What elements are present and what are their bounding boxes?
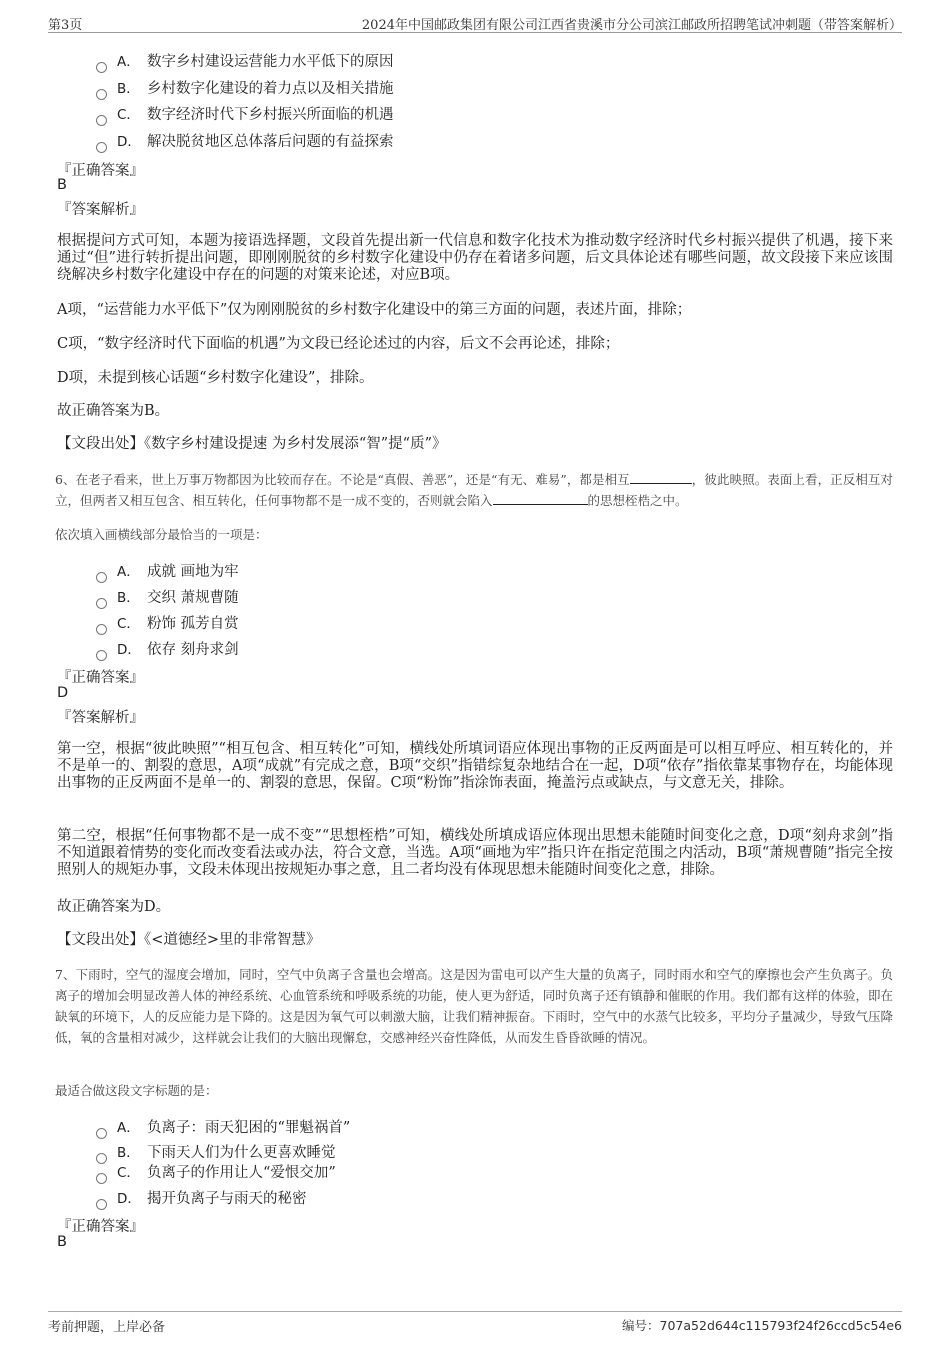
question-prompt: 依次填入画横线部分最恰当的一项是： [55, 527, 268, 542]
radio-icon[interactable] [96, 572, 107, 583]
question-text: 6、在老子看来，世上万事万物都因为比较而存在。不论是“真假、善恶”，还是“有无、难易”，都是相互 ，彼此映照。表面上看，正反相互对立，但两者又相互包含、相互转化，任何事物都不是一成不变的，否则就会陷入 的思想桎梏之中。 [55, 472, 893, 508]
answer-value: B [57, 1234, 67, 1250]
radio-icon[interactable] [96, 89, 107, 100]
q7-option-a[interactable]: A． 负离子：雨天犯困的“罪魁祸首” [96, 1116, 350, 1137]
answer-value: B [57, 177, 67, 193]
question-prompt: 最适合做这段文字标题的是： [55, 1083, 218, 1098]
answer-value: D [57, 685, 69, 701]
radio-icon[interactable] [96, 624, 107, 635]
radio-icon[interactable] [96, 62, 107, 73]
analysis-paragraph: 根据提问方式可知，本题为接语选择题，文段首先提出新一代信息和数字化技术为推动数字经济时代乡村振兴提供了机遇，接下来通过“但”进行转折提出问题，即刚刚脱贫的乡村数字化建设中仍存在着诸多问题，后文具体论述有哪些问题，故文段接下来应该围绕解决乡村数字化建设中存在的问题的对策来论述，对应B项。 [57, 233, 893, 283]
answer-label: 『正确答案』 [57, 670, 144, 686]
q5-option-b[interactable]: B． 乡村数字化建设的着力点以及相关措施 [96, 77, 394, 98]
source-citation: 【文段出处】《数字乡村建设提速 为乡村发展添“智”提“质”》 [57, 436, 447, 452]
footer-slogan: 考前押题，上岸必备 [48, 1320, 166, 1335]
q5-option-a[interactable]: A． 数字乡村建设运营能力水平低下的原因 [96, 50, 394, 71]
fill-blank[interactable] [630, 471, 692, 484]
q7-option-c[interactable]: C． 负离子的作用让人“爱恨交加” [96, 1161, 336, 1182]
page-footer [48, 1311, 902, 1336]
answer-label: 『正确答案』 [57, 163, 144, 179]
analysis-label: 『答案解析』 [57, 202, 144, 218]
radio-icon[interactable] [96, 598, 107, 609]
fill-blank[interactable] [493, 492, 588, 505]
analysis-conclusion: 故正确答案为D。 [57, 899, 171, 915]
analysis-paragraph: C项，“数字经济时代下面临的机遇”为文段已经论述过的内容，后文不会再论述，排除； [57, 336, 620, 352]
radio-icon[interactable] [96, 142, 107, 153]
question-text: 7、下雨时，空气的湿度会增加，同时，空气中负离子含量也会增高。这是因为雷电可以产生大量的负离子，同时雨水和空气的摩擦也会产生负离子。负离子的增加会明显改善人体的神经系统、心血管系统和呼吸系统的功能，使人更为舒适，同时负离子还有镇静和催眠的作用。我们都有这样的体验，即在缺氧的环境下，人的反应能力是下降的。这是因为氧气可以刺激大脑，让我们精神振奋。下雨时，空气中的水蒸气比较多，平均分子量减少，导致气压降低，氧的含量相对减少，这样就会让我们的大脑出现懈怠，交感神经兴奋性降低，从而发生昏昏欲睡的情况。 [55, 967, 893, 1045]
analysis-paragraph: A项，“运营能力水平低下”仅为刚刚脱贫的乡村数字化建设中的第三方面的问题，表述片面，排除； [57, 302, 692, 318]
radio-icon[interactable] [96, 115, 107, 126]
document-title: 2024年中国邮政集团有限公司江西省贵溪市分公司滨江邮政所招聘笔试冲刺题（带答案解析） [361, 18, 902, 33]
analysis-label: 『答案解析』 [57, 710, 144, 726]
source-citation: 【文段出处】《<道德经>里的非常智慧》 [57, 932, 321, 948]
page-header [48, 12, 902, 33]
answer-label: 『正确答案』 [57, 1219, 144, 1235]
analysis-paragraph: 第一空，根据“彼此映照”“相互包含、相互转化”可知，横线处所填词语应体现出事物的正反两面是可以相互呼应、相互转化的，并不是单一的、割裂的意思，A项“成就”有完成之意，B项“交织”指错综复杂地结合在一起，D项“依存”指依靠某事物存在，均能体现出事物的正反两面不是单一的、割裂的意思，保留。C项“粉饰”指涂饰表面，掩盖污点或缺点，与文意无关，排除。 [57, 741, 893, 791]
analysis-paragraph: D项，未提到核心话题“乡村数字化建设”，排除。 [57, 370, 374, 386]
q5-option-c[interactable]: C． 数字经济时代下乡村振兴所面临的机遇 [96, 103, 394, 124]
radio-icon[interactable] [96, 1173, 107, 1184]
analysis-paragraph: 第二空，根据“任何事物都不是一成不变”“思想桎梏”可知，横线处所填成语应体现出思想未能随时间变化之意，D项“刻舟求剑”指不知道跟着情势的变化而改变看法或办法，符合文意，当选。A项“画地为牢”指只许在指定范围之内活动，B项“萧规曹随”指完全按照别人的规矩办事，文段未体现出按规矩办事之意，且二者均没有体现思想未能随时间变化之意，排除。 [57, 828, 893, 878]
document-code: 编号：707a52d644c115793f24f26ccd5c54e6 [622, 1318, 902, 1333]
q6-option-c[interactable]: C． 粉饰 孤芳自赏 [96, 612, 239, 633]
q6-option-d[interactable]: D． 依存 刻舟求剑 [96, 638, 239, 659]
analysis-conclusion: 故正确答案为B。 [57, 403, 170, 419]
radio-icon[interactable] [96, 1128, 107, 1139]
page-number: 第3页 [48, 18, 83, 33]
q6-option-b[interactable]: B． 交织 萧规曹随 [96, 586, 239, 607]
q7-option-d[interactable]: D． 揭开负离子与雨天的秘密 [96, 1187, 307, 1208]
radio-icon[interactable] [96, 1199, 107, 1210]
q5-option-d[interactable]: D． 解决脱贫地区总体落后问题的有益探索 [96, 130, 394, 151]
q7-option-b[interactable]: B． 下雨天人们为什么更喜欢睡觉 [96, 1141, 336, 1162]
q6-option-a[interactable]: A． 成就 画地为牢 [96, 560, 239, 581]
radio-icon[interactable] [96, 650, 107, 661]
